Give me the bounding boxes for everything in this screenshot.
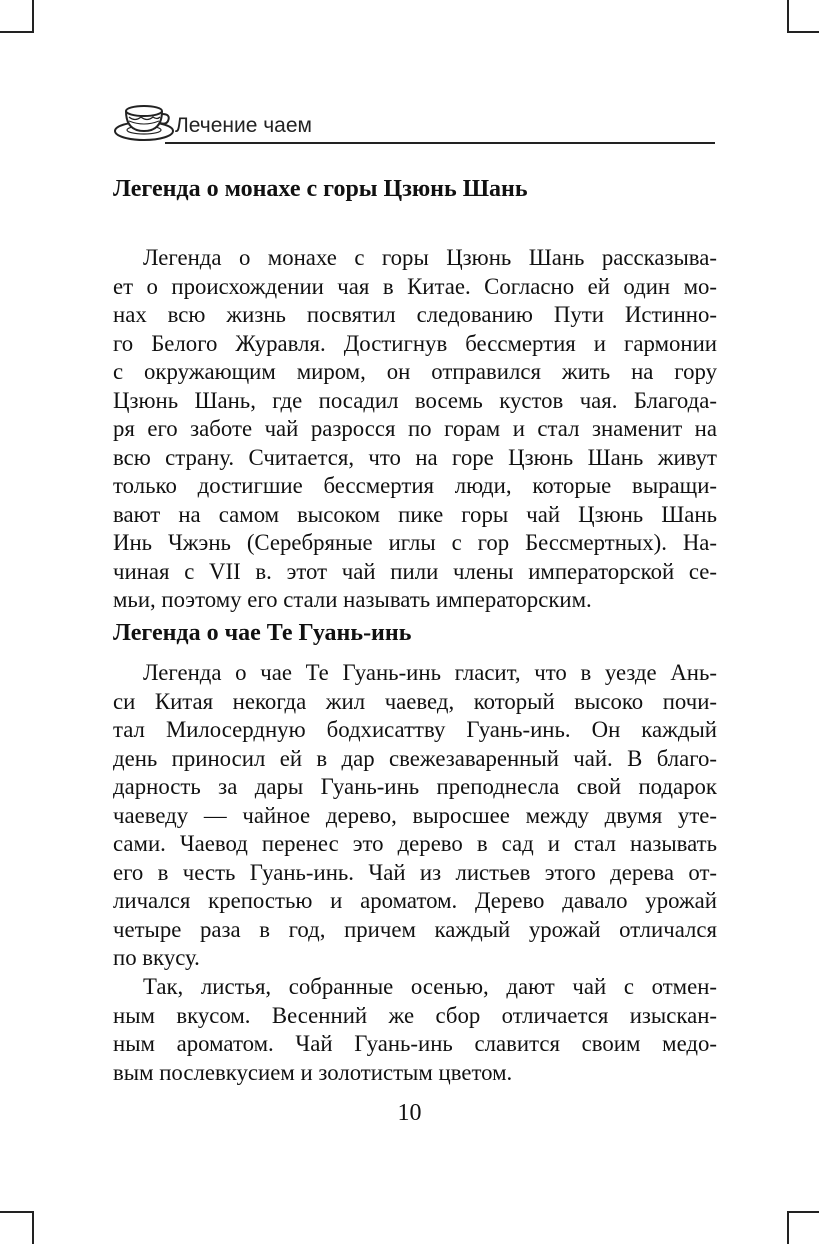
text-line: по вкусу. — [113, 945, 200, 970]
text-line: дарность за дары Гуань-инь преподнесла свой подарок — [113, 774, 717, 799]
text-line: ным вкусом. Весенний же сбор отличается изыскан- — [113, 1002, 717, 1028]
text-line: чиная с VII в. этот чай пили члены императорской се- — [113, 558, 717, 584]
text-line: вым послевкусием и золотистым цветом. — [113, 1059, 513, 1085]
text-line: четыре раза в год, причем каждый урожай отличался — [113, 916, 717, 942]
text-line: личался крепостью и ароматом. Дерево давало урожай — [113, 888, 717, 913]
crop-mark — [787, 0, 789, 33]
text-line: чаеведу — чайное дерево, выросшее между двумя уте- — [113, 802, 717, 828]
running-header — [103, 93, 715, 147]
text-line: его в честь Гуань-инь. Чай из листьев этого дерева от- — [113, 859, 717, 885]
crop-mark — [32, 0, 34, 33]
crop-mark — [787, 1211, 789, 1244]
header-title: Лечение чаем — [175, 114, 312, 137]
section-heading: Легенда о монахе с горы Цзюнь Шань — [113, 176, 528, 202]
text-line: сами. Чаевод перенес это дерево в сад и стал называть — [113, 831, 717, 856]
header-rule — [165, 142, 715, 144]
text-line: Инь Чжэнь (Серебряные иглы с гор Бессмертных). На- — [113, 530, 717, 555]
text-line: только достигшие бессмертия люди, которые выращи- — [113, 473, 717, 498]
text-line: Цзюнь Шань, где посадил восемь кустов чая. Благода- — [113, 387, 717, 413]
text-line: си Китая некогда жил чаевед, который высоко почи- — [113, 688, 717, 714]
paragraph — [113, 244, 717, 615]
paragraph — [113, 973, 717, 1087]
text-line: го Белого Журавля. Достигнув бессмертия и гармонии — [113, 330, 717, 356]
text-line: Так, листья, собранные осенью, дают чай с отмен- — [143, 974, 717, 999]
text-line: Легенда о чае Те Гуань-инь гласит, что в уезде Ань- — [143, 660, 717, 685]
crop-mark — [787, 1211, 819, 1213]
text-line: мьи, поэтому его стали называть императорским. — [113, 587, 592, 612]
crop-mark — [787, 31, 819, 33]
text-line: тал Милосердную бодхисаттву Гуань-инь. Он каждый — [113, 717, 717, 742]
paragraph — [113, 659, 717, 973]
text-line: ря его заботе чай разросся по горам и стал знаменит на — [113, 416, 717, 441]
text-line: вают на самом высоком пике горы чай Цзюнь Шань — [113, 501, 717, 527]
text-line: ет о происхождении чая в Китае. Согласно ей один мо- — [113, 273, 717, 299]
crop-mark — [0, 1211, 34, 1213]
text-line: всю страну. Считается, что на горе Цзюнь Шань живут — [113, 444, 717, 470]
page-number: 10 — [397, 1100, 422, 1126]
text-line: день приносил ей в дар свежезаваренный чай. В благо- — [113, 745, 717, 771]
teacup-icon — [111, 99, 177, 143]
crop-mark — [32, 1211, 34, 1244]
text-line: Легенда о монахе с горы Цзюнь Шань рассказыва- — [143, 245, 717, 270]
text-line: ным ароматом. Чай Гуань-инь славится своим медо- — [113, 1031, 717, 1056]
text-line: нах всю жизнь посвятил следованию Пути Истинно- — [113, 302, 717, 327]
section-heading: Легенда о чае Те Гуань-инь — [113, 620, 412, 646]
crop-mark — [0, 31, 34, 33]
text-line: с окружающим миром, он отправился жить на гору — [113, 359, 717, 384]
